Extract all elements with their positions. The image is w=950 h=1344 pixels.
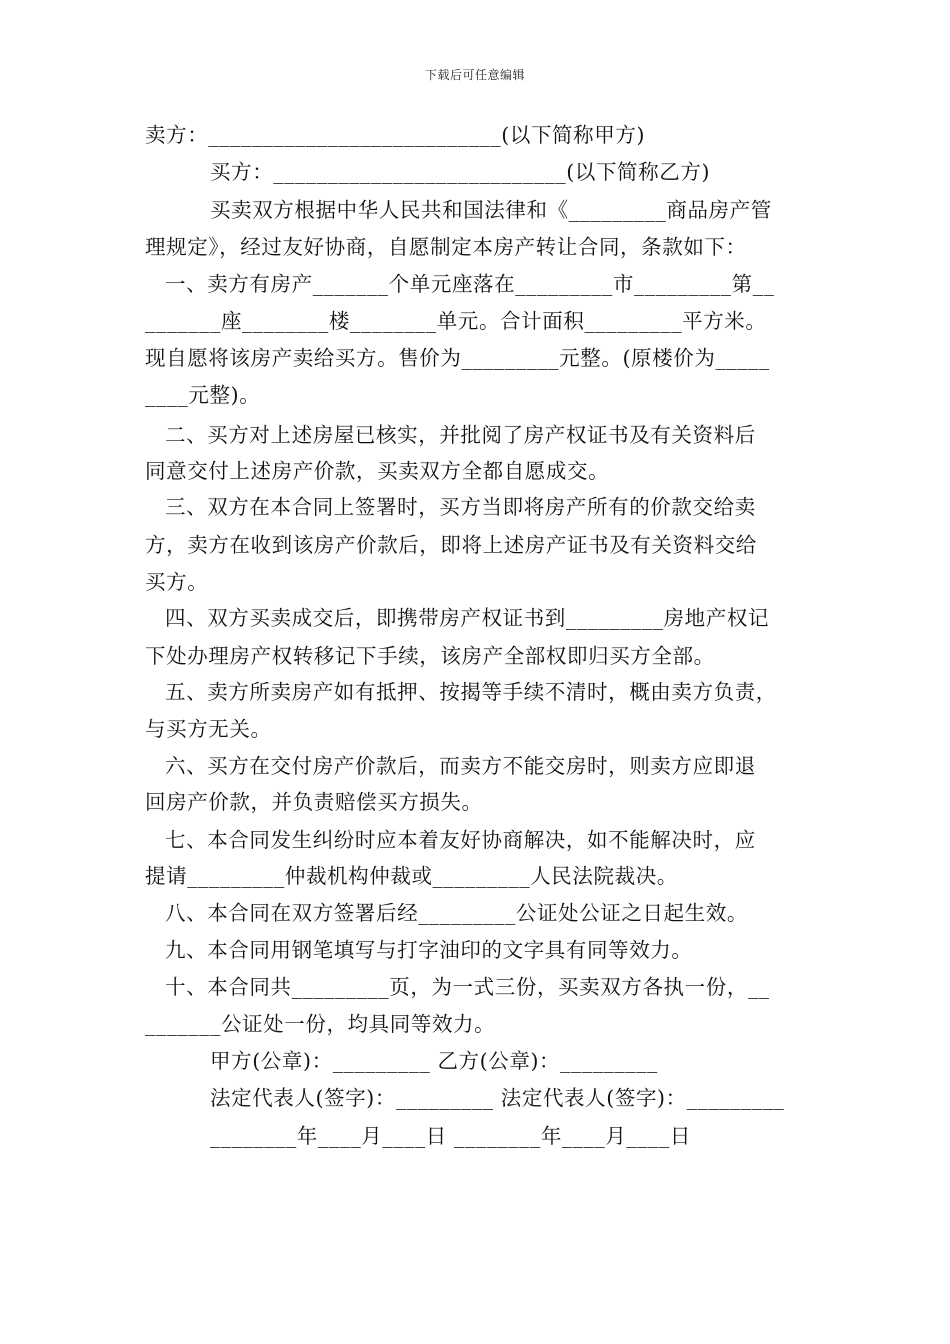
clause-1-line-3: 现自愿将该房产卖给买方。售价为_________元整。(原楼价为_____ bbox=[145, 346, 770, 370]
clause-5-line-1: 五、卖方所卖房产如有抵押、按揭等手续不清时，概由卖方负责， bbox=[165, 680, 777, 704]
signature-line: 法定代表人(签字)：_________ 法定代表人(签字)：_________ bbox=[210, 1086, 785, 1110]
clause-7-line-1: 七、本合同发生纠纷时应本着友好协商解决，如不能解决时，应 bbox=[165, 828, 756, 852]
clause-4-line-2: 下处办理房产权转移记下手续，该房产全部权即归买方全部。 bbox=[145, 644, 715, 668]
clause-10-line-2: _______公证处一份，均具同等效力。 bbox=[145, 1012, 496, 1036]
seller-line: 卖方：___________________________(以下简称甲方) bbox=[145, 123, 646, 147]
clause-3-line-2: 方，卖方在收到该房产价款后，即将上述房产证书及有关资料交给 bbox=[145, 533, 757, 557]
page-header: 下载后可任意编辑 bbox=[424, 68, 525, 82]
clause-10-line-1: 十、本合同共_________页，为一式三份，买卖双方各执一份，__ bbox=[165, 975, 770, 999]
clause-5-line-2: 与买方无关。 bbox=[145, 717, 272, 741]
clause-3-line-1: 三、双方在本合同上签署时，买方当即将房产所有的价款交给卖 bbox=[165, 495, 756, 519]
clause-8-line: 八、本合同在双方签署后经_________公证处公证之日起生效。 bbox=[165, 901, 748, 925]
clause-6-line-2: 回房产价款，并负责赔偿买方损失。 bbox=[145, 790, 483, 814]
clause-1-line-1: 一、卖方有房产_______个单元座落在_________市_________第__ bbox=[165, 272, 775, 296]
seal-line: 甲方(公章)：_________ 乙方(公章)：_________ bbox=[210, 1049, 658, 1073]
preamble-line-1: 买卖双方根据中华人民共和国法律和《_________商品房产管 bbox=[210, 198, 772, 222]
clause-3-line-3: 买方。 bbox=[145, 570, 209, 594]
clause-4-line-1: 四、双方买卖成交后，即携带房产权证书到_________房地产权记 bbox=[165, 606, 770, 630]
date-line: ________年____月____日 ________年____月____日 bbox=[210, 1124, 691, 1148]
clause-1-line-4: ____元整)。 bbox=[145, 383, 261, 407]
clause-7-line-2: 提请_________仲裁机构仲裁或_________人民法院裁决。 bbox=[145, 864, 678, 888]
clause-1-line-2: _______座________楼________单元。合计面积_________平方米。 bbox=[145, 309, 767, 333]
clause-2-line-1: 二、买方对上述房屋已核实，并批阅了房产权证书及有关资料后 bbox=[165, 423, 756, 447]
clause-9-line: 九、本合同用钢笔填写与打字油印的文字具有同等效力。 bbox=[165, 938, 693, 962]
clause-2-line-2: 同意交付上述房产价款，买卖双方全都自愿成交。 bbox=[145, 459, 610, 483]
preamble-line-2: 理规定》，经过友好协商，自愿制定本房产转让合同，条款如下： bbox=[145, 235, 747, 259]
buyer-line: 买方：___________________________(以下简称乙方) bbox=[210, 160, 711, 184]
clause-6-line-1: 六、买方在交付房产价款后，而卖方不能交房时，则卖方应即退 bbox=[165, 754, 756, 778]
